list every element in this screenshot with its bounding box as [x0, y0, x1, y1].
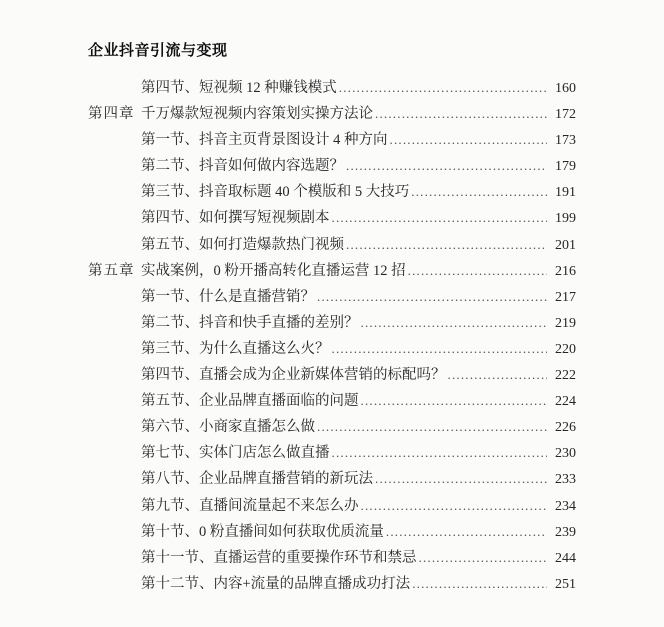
dot-leader — [408, 263, 547, 280]
toc-entry — [88, 415, 576, 441]
dot-leader — [332, 445, 548, 462]
dot-leader — [317, 289, 547, 306]
dot-leader — [419, 550, 548, 567]
dot-leader — [448, 367, 548, 384]
chapter-number: 第四章 — [88, 106, 135, 123]
dot-leader — [332, 341, 548, 358]
toc-entry-label: 第五节、如何打造爆款热门视频 — [141, 236, 344, 253]
toc-entry-label: 第三节、为什么直播这么火？ — [141, 340, 330, 357]
toc-page-number: 219 — [555, 315, 576, 331]
toc-entry — [88, 311, 576, 337]
toc-entry — [88, 467, 576, 493]
toc-entry — [88, 546, 576, 572]
dot-leader — [375, 471, 547, 488]
toc-page-number: 244 — [555, 550, 576, 566]
toc-page-number: 233 — [555, 472, 576, 488]
toc-entry — [88, 572, 576, 598]
toc-entry — [88, 441, 576, 467]
toc-entry — [88, 389, 576, 415]
toc-page-number: 230 — [555, 446, 576, 462]
toc-entry-label: 千万爆款短视频内容策划实操方法论 — [141, 106, 373, 123]
toc-page-number: 172 — [555, 107, 576, 123]
toc-page-number: 251 — [555, 576, 576, 592]
dot-leader — [390, 132, 548, 149]
toc-entry-label: 第十一节、直播运营的重要操作环节和禁忌 — [141, 549, 417, 566]
toc-entry-label: 第十二节、内容+流量的品牌直播成功打法 — [141, 575, 411, 592]
toc-page-number: 226 — [555, 420, 576, 436]
toc-entry — [88, 494, 576, 520]
dot-leader — [361, 498, 548, 515]
page-title: 企业抖音引流与变现 — [88, 42, 228, 59]
toc-entry — [88, 206, 576, 232]
toc-entry — [88, 520, 576, 546]
toc-entry — [88, 363, 576, 389]
toc-page-number: 224 — [555, 394, 576, 410]
toc-entry-label: 第七节、实体门店怎么做直播 — [141, 445, 330, 462]
toc-entry-label: 第五节、企业品牌直播面临的问题 — [141, 393, 359, 410]
dot-leader — [339, 80, 547, 97]
toc-page-number: 220 — [555, 341, 576, 357]
toc-entry-label: 第四节、如何撰写短视频剧本 — [141, 210, 330, 227]
toc-entry-label: 实战案例，0 粉开播高转化直播运营 12 招 — [141, 262, 406, 279]
toc-entry-label: 第八节、企业品牌直播营销的新玩法 — [141, 471, 373, 488]
toc-page-number: 239 — [555, 524, 576, 540]
toc-list — [88, 76, 576, 598]
toc-entry — [88, 259, 576, 285]
chapter-number: 第五章 — [88, 262, 135, 279]
toc-entry — [88, 285, 576, 311]
dot-leader — [361, 393, 548, 410]
toc-entry — [88, 128, 576, 154]
toc-page-number: 179 — [555, 159, 576, 175]
toc-entry-label: 第六节、小商家直播怎么做 — [141, 419, 315, 436]
toc-page-number: 216 — [555, 263, 576, 279]
toc-entry-label: 第十节、0 粉直播间如何获取优质流量 — [141, 523, 384, 540]
dot-leader — [346, 158, 547, 175]
toc-page-number: 160 — [555, 81, 576, 96]
toc-entry-label: 第一节、抖音主页背景图设计 4 种方向 — [141, 132, 388, 149]
toc-entry — [88, 337, 576, 363]
toc-entry-label: 第九节、直播间流量起不来怎么办 — [141, 497, 359, 514]
toc-page-number: 222 — [555, 368, 576, 384]
toc-entry — [88, 233, 576, 259]
toc-page-number: 217 — [555, 289, 576, 305]
toc-entry-label: 第四节、直播会成为企业新媒体营销的标配吗？ — [141, 367, 446, 384]
dot-leader — [346, 237, 547, 254]
toc-entry-label: 第三节、抖音取标题 40 个模版和 5 大技巧 — [141, 184, 410, 201]
toc-entry-label: 第四节、短视频 12 种赚钱模式 — [141, 80, 337, 96]
dot-leader — [361, 315, 548, 332]
toc-entry — [88, 76, 576, 102]
dot-leader — [332, 210, 548, 227]
dot-leader — [412, 576, 547, 593]
dot-leader — [375, 106, 547, 123]
dot-leader — [317, 419, 547, 436]
toc-entry-label: 第二节、抖音和快手直播的差别？ — [141, 314, 359, 331]
toc-entry — [88, 102, 576, 128]
toc-page-number: 234 — [555, 498, 576, 514]
toc-entry — [88, 180, 576, 206]
toc-entry-label: 第二节、抖音如何做内容选题？ — [141, 158, 344, 175]
dot-leader — [386, 524, 547, 541]
toc-page-number: 191 — [555, 185, 576, 201]
toc-page-number: 173 — [555, 133, 576, 149]
toc-entry-label: 第一节、什么是直播营销？ — [141, 288, 315, 305]
dot-leader — [411, 184, 547, 201]
toc-entry — [88, 154, 576, 180]
toc-page-number: 199 — [555, 211, 576, 227]
toc-page-number: 201 — [555, 237, 576, 253]
